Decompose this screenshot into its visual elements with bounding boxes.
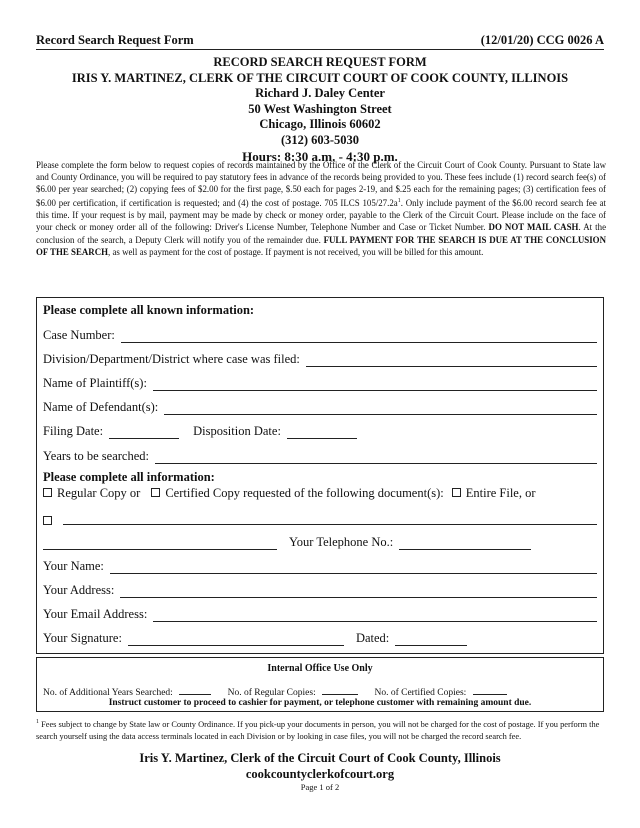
entire-file-option[interactable] <box>452 486 536 501</box>
regular-copies-label: No. of Regular Copies: <box>227 688 316 698</box>
signature-row[interactable] <box>43 628 467 646</box>
regular-copy-checkbox[interactable] <box>43 488 52 497</box>
certified-copy-checkbox[interactable] <box>151 488 160 497</box>
copy-type-options <box>43 483 536 501</box>
certified-copy-label: Certified Copy requested of the following document(s): <box>165 486 444 500</box>
dates-field[interactable] <box>43 421 357 439</box>
page-header <box>36 33 604 50</box>
building-name: Richard J. Daley Center <box>255 86 385 101</box>
form-title: RECORD SEARCH REQUEST FORM <box>213 55 427 69</box>
section-all-info-title: Please complete all information: <box>43 470 215 484</box>
payment-due-warning: FULL PAYMENT FOR THE SEARCH IS DUE AT THE CONCLUSION OF THE SEARCH <box>36 234 606 257</box>
dated-input[interactable] <box>395 634 467 646</box>
name-label: Your Name: <box>43 559 104 573</box>
footnote-marker: 1 <box>36 719 39 725</box>
street-address: 50 West Washington Street <box>248 101 392 116</box>
intro-text-3: . At the conclusion of the search, a Deputy Clerk will notify you of the remainder due. <box>36 222 607 245</box>
telephone-label: Your Telephone No.: <box>289 535 394 549</box>
defendant-label: Name of Defendant(s): <box>43 400 159 414</box>
request-form <box>36 297 604 654</box>
page-footer <box>0 750 640 782</box>
footnote-text: Fees subject to change by State law or County Ordinance. If you pick-up your documents in person, you will not be charged for the cost of postage. If you perform the search yourself using the data access terminals located in each Division or by looking in case files, you will not be charged the record search fee. <box>36 719 600 742</box>
section-known-info-title: Please complete all known information: <box>43 303 255 317</box>
page-number: Page 1 of 2 <box>300 782 340 792</box>
footer-website[interactable]: cookcountyclerkofcourt.org <box>245 767 395 781</box>
form-name: Record Search Request Form <box>36 33 194 47</box>
plaintiff-field[interactable] <box>43 373 597 391</box>
footnote <box>36 716 606 744</box>
years-field[interactable] <box>43 446 597 464</box>
no-cash-warning: DO NOT MAIL CASH <box>488 222 579 233</box>
filing-date-input[interactable] <box>109 427 179 439</box>
defendant-field[interactable] <box>43 397 597 415</box>
division-label: Division/Department/District where case was filed: <box>43 352 300 366</box>
form-code: (12/01/20) CCG 0026 A <box>480 33 604 47</box>
disposition-date-input[interactable] <box>287 427 357 439</box>
certified-copy-option[interactable] <box>151 486 443 501</box>
email-field[interactable] <box>43 604 597 622</box>
signature-label: Your Signature: <box>43 631 122 645</box>
name-input[interactable] <box>110 562 597 574</box>
clerk-title: IRIS Y. MARTINEZ, CLERK OF THE CIRCUIT COURT OF COOK COUNTY, ILLINOIS <box>71 70 569 85</box>
address-label: Your Address: <box>43 583 115 597</box>
regular-copies-input[interactable] <box>322 686 358 695</box>
email-input[interactable] <box>153 610 597 622</box>
years-input[interactable] <box>155 452 597 464</box>
plaintiff-input[interactable] <box>153 379 597 391</box>
address-field[interactable] <box>43 580 597 598</box>
office-hours: Hours: 8:30 a.m. - 4:30 p.m. <box>242 148 398 164</box>
other-document-input[interactable] <box>63 513 597 525</box>
defendant-input[interactable] <box>164 403 597 415</box>
cashier-instruction: Instruct customer to proceed to cashier for payment, or telephone customer with remaining amount due. <box>108 698 532 708</box>
address-input[interactable] <box>120 586 597 598</box>
additional-years-input[interactable] <box>179 686 211 695</box>
division-input[interactable] <box>306 355 597 367</box>
certified-copies-input[interactable] <box>473 686 507 695</box>
other-document-checkbox[interactable] <box>43 516 52 525</box>
other-document-field[interactable] <box>43 507 597 525</box>
intro-text-1: Please complete the form below to request copies of records maintained by the Office of the Clerk of the Circuit Court of Cook County. Pursuant to State law and County Ordinance, you will be required to pay statutory fees in advance of the records being provided to you. These fees include (1) record search fee(s) of $6.00 per year searched; (2) copying fees of $2.00 for the first page, $.50 each for pages 2-19, and $.25 each for the remaining pages; (3) certification fees of $6.00 per certification, if certification is requested; and (4) the cost of postage. 705 ILCS 105/27.2a <box>36 160 606 209</box>
division-field[interactable] <box>43 349 597 367</box>
city-address: Chicago, Illinois 60602 <box>259 117 381 132</box>
title-block <box>0 55 640 164</box>
plaintiff-label: Name of Plaintiff(s): <box>43 376 147 390</box>
regular-copy-option[interactable] <box>43 486 140 501</box>
email-label: Your Email Address: <box>43 607 148 621</box>
telephone-blank-line[interactable] <box>43 538 277 550</box>
footnote-ref: 1 <box>397 198 401 205</box>
filing-date-label: Filing Date: <box>43 424 104 438</box>
dated-label: Dated: <box>355 631 390 645</box>
case-number-input[interactable] <box>121 331 597 343</box>
office-phone: (312) 603-5030 <box>280 132 360 147</box>
intro-text-4: , as well as payment for the cost of postage. If payment is not received, you will be billed for this amount. <box>108 246 484 257</box>
years-label: Years to be searched: <box>43 449 149 463</box>
intro-paragraph <box>36 159 606 258</box>
case-number-label: Case Number: <box>43 328 115 342</box>
footer-clerk-line: Iris Y. Martinez, Clerk of the Circuit Court of Cook County, Illinois <box>139 751 501 765</box>
office-counts-row <box>43 686 521 698</box>
telephone-row[interactable] <box>43 532 531 550</box>
name-field[interactable] <box>43 556 597 574</box>
office-use-box <box>36 657 604 712</box>
office-use-title: Internal Office Use Only <box>267 663 373 674</box>
certified-copies-label: No. of Certified Copies: <box>374 688 467 698</box>
signature-input[interactable] <box>128 634 344 646</box>
entire-file-label: Entire File, or <box>465 486 536 500</box>
additional-years-label: No. of Additional Years Searched: <box>43 688 173 698</box>
regular-copy-label: Regular Copy or <box>57 486 141 500</box>
case-number-field[interactable] <box>43 325 597 343</box>
disposition-date-label: Disposition Date: <box>193 424 281 438</box>
entire-file-checkbox[interactable] <box>452 488 461 497</box>
intro-text-2: . Only include payment of the $6.00 record search fee at this time. If your request is by mail, payment may be made by check or money order, payable to the Clerk of the Circuit Court. Please include on the face of your check or money order all of the following: Driver's License Number, Telephone Number and Case or Ticket Number. <box>36 198 606 233</box>
telephone-input[interactable] <box>399 538 531 550</box>
